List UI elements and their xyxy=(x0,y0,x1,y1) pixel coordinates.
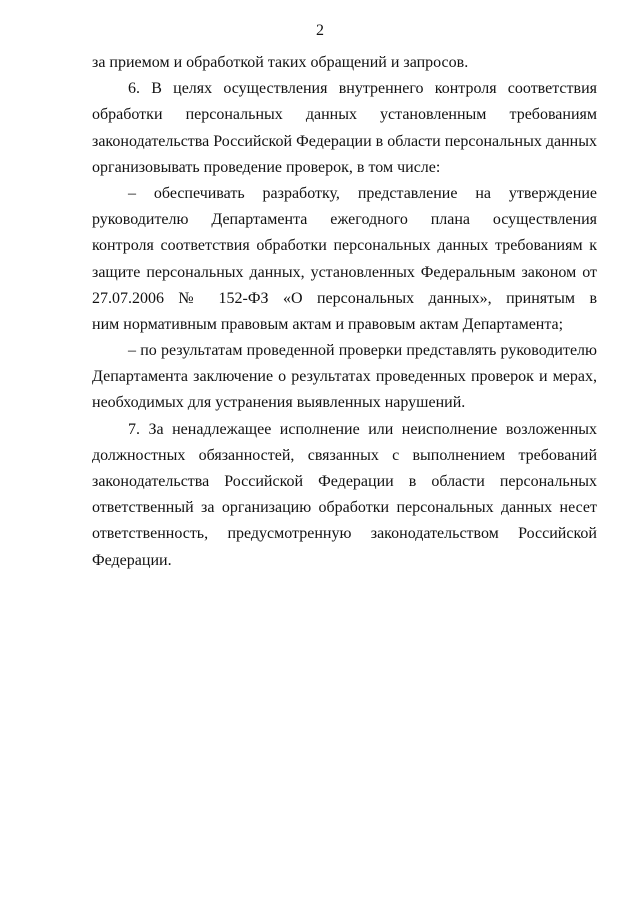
text-line: руководителю Департамента ежегодного плана осуществления xyxy=(92,211,597,229)
text-line: за приемом и обработкой таких обращений и запросов. xyxy=(92,54,469,71)
text-line: защите персональных данных, установленных Федеральным законом от xyxy=(92,263,597,281)
text-line: Департамента заключение о результатах проведенных проверок и мерах, xyxy=(92,368,597,386)
text-line: Федерации. xyxy=(92,551,172,569)
text-line: – обеспечивать разработку, представление на утверждение xyxy=(128,184,597,202)
text-line: 6. В целях осуществления внутреннего контроля соответствия xyxy=(128,80,597,98)
text-line: необходимых для устранения выявленных нарушений. xyxy=(92,394,466,412)
page-number: 2 xyxy=(316,22,324,39)
paragraph-item-6 xyxy=(92,76,597,181)
text-line: 27.07.2006 № 152-ФЗ «О персональных данных», принятым в xyxy=(92,289,597,307)
text-line: законодательства Российской Федерации в области персональных xyxy=(92,473,597,491)
text-line: контроля соответствия обработки персональных данных требованиям к xyxy=(92,237,597,255)
text-line: ним нормативным правовым актам и правовым актам Департамента; xyxy=(92,315,564,333)
text-line: должностных обязанностей, связанных с выполнением требований xyxy=(92,446,597,464)
text-line: обработки персональных данных установленным требованиям xyxy=(92,106,597,124)
text-line: организовывать проведение проверок, в том числе: xyxy=(92,158,441,176)
paragraph-continuation xyxy=(92,50,597,76)
text-line: – по результатам проведенной проверки представлять руководителю xyxy=(128,342,597,360)
paragraph-bullet-1 xyxy=(92,181,597,338)
paragraph-item-7 xyxy=(92,417,597,574)
document-body xyxy=(92,50,597,574)
text-line: законодательства Российской Федерации в области персональных данных xyxy=(92,132,597,150)
text-line: 7. За ненадлежащее исполнение или неисполнение возложенных xyxy=(128,420,597,438)
text-line: ответственность, предусмотренную законодательством Российской xyxy=(92,525,597,543)
text-line: ответственный за организацию обработки персональных данных несет xyxy=(92,499,597,517)
paragraph-bullet-2 xyxy=(92,338,597,417)
